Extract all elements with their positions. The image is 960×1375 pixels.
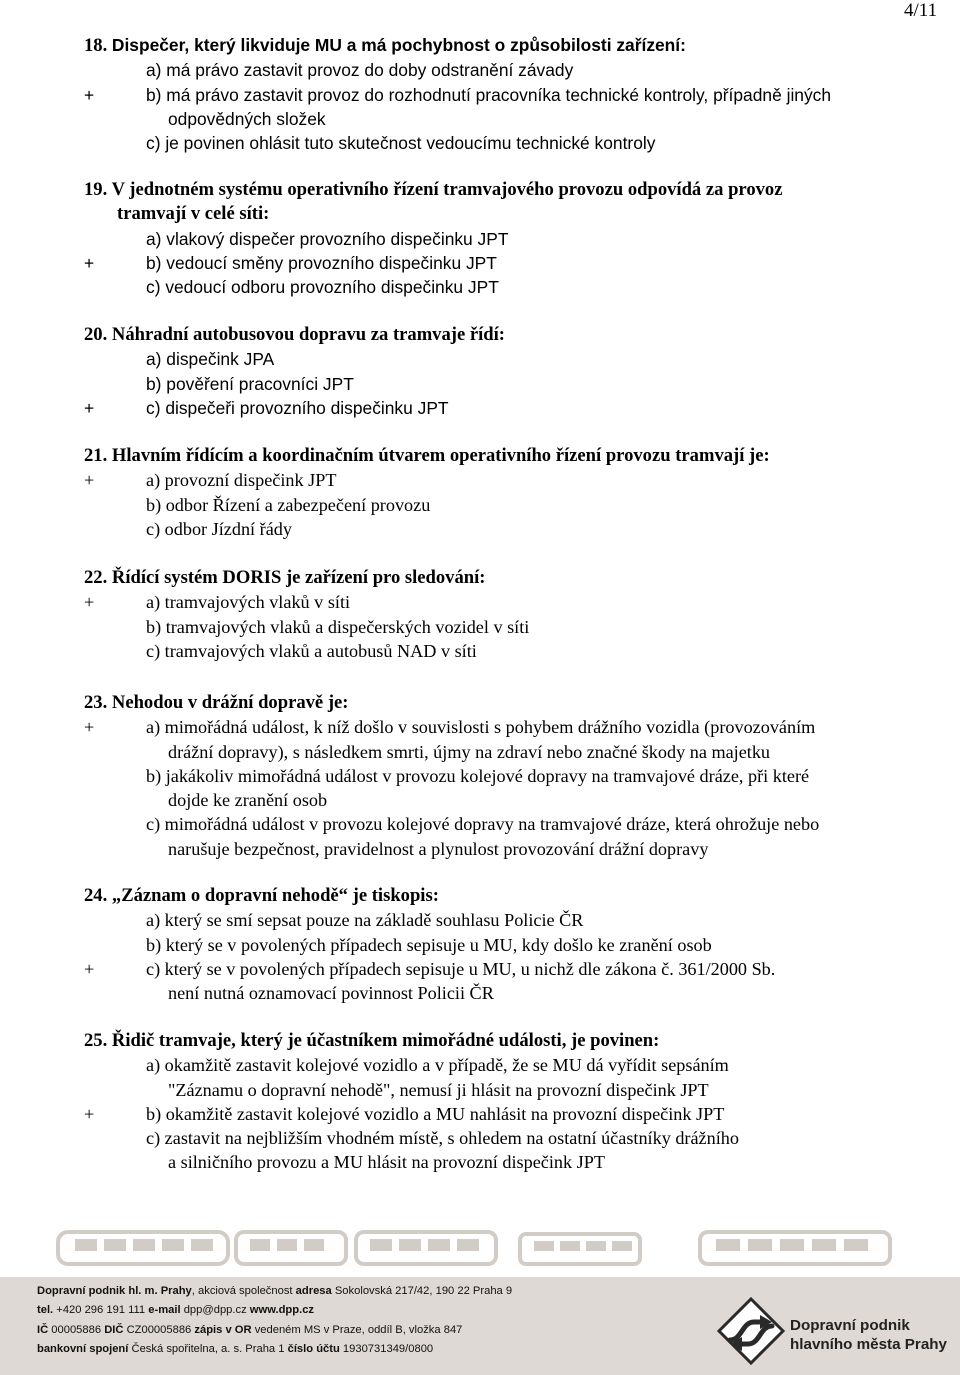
answer-c-continuation: není nutná oznamovací povinnost Policii ČR (168, 983, 494, 1004)
correct-answer-marker: + (84, 84, 95, 105)
answer-c: c) odbor Jízdní řády (146, 518, 292, 539)
correct-answer-marker: + (84, 470, 95, 491)
answer-b: b) pověření pracovníci JPT (146, 373, 354, 394)
correct-answer-marker: + (84, 1103, 95, 1124)
answer-c: c) vedoucí odboru provozního dispečinku JPT (146, 277, 499, 298)
answer-c: c) mimořádná událost v provozu kolejové dopravy na tramvajové dráze, která ohrožuje nebo (146, 814, 820, 835)
answer-a: a) vlakový dispečer provozního dispečinku JPT (146, 228, 509, 249)
answer-a: + a) mimořádná událost, k níž došlo v souvislosti s pohybem drážního vozidla (provozováním (84, 715, 944, 739)
company-contact-info (37, 1282, 512, 1359)
correct-answer-marker: + (84, 397, 95, 418)
question-number: 21. (84, 445, 108, 466)
correct-answer-marker: + (84, 717, 95, 738)
question-number: 19. (84, 179, 108, 200)
correct-answer-marker: + (84, 592, 95, 613)
question-text: Náhradní autobusovou dopravu za tramvaje řídí: (111, 324, 505, 345)
footer-line-contact: tel. +420 296 191 111 e-mail dpp@dpp.cz www.dpp.cz (37, 1304, 315, 1317)
question-text: Řídící systém DORIS je zařízení pro sledování: (111, 567, 486, 588)
answer-a-continuation: "Záznamu o dopravní nehodě", nemusí ji hlásit na provozní dispečink JPT (168, 1079, 709, 1100)
answer-b: b) který se v povolených případech sepisuje u MU, kdy došlo ke zranění osob (146, 934, 712, 955)
answer-b: b) odbor Řízení a zabezpečení provozu (146, 494, 431, 515)
question-22 (84, 566, 944, 663)
question-number: 23. (84, 692, 108, 713)
answer-c-continuation: narušuje bezpečnost, pravidelnost a plynulost provozování drážní dopravy (168, 838, 709, 859)
answer-b: b) tramvajových vlaků a dispečerských vozidel v síti (146, 616, 530, 637)
answer-a: + a) tramvajových vlaků v síti (84, 590, 944, 614)
question-25 (84, 1029, 944, 1175)
answer-a: + a) provozní dispečink JPT (84, 468, 944, 492)
question-text: Nehodou v drážní dopravě je: (111, 692, 349, 713)
question-21 (84, 444, 944, 541)
answer-c: c) tramvajových vlaků a autobusů NAD v síti (146, 640, 477, 661)
answer-c: c) zastavit na nejbližším vhodném místě, s ohledem na ostatní účastníky drážního (146, 1128, 739, 1149)
question-text: Řidič tramvaje, který je účastníkem mimořádné události, je povinen: (111, 1030, 660, 1051)
question-text: Hlavním řídícím a koordinačním útvarem operativního řízení provozu tramvají je: (111, 445, 770, 466)
question-23 (84, 691, 944, 861)
answer-c: + c) dispečeři provozního dispečinku JPT (84, 396, 944, 420)
answer-b: b) jakákoliv mimořádná událost v provozu kolejové dopravy na tramvajové dráze, při které (146, 765, 810, 786)
answer-a: a) dispečink JPA (146, 349, 275, 370)
correct-answer-marker: + (84, 958, 95, 979)
question-text: „Záznam o dopravní nehodě“ je tiskopis: (111, 885, 439, 906)
answer-a-continuation: drážní dopravy), s následkem smrti, újmy na zdraví nebo značné škody na majetku (168, 741, 771, 762)
tram-silhouettes-illustration (0, 1222, 960, 1272)
company-logo-text: Dopravní podnik hlavního města Prahy (790, 1317, 947, 1353)
question-text: V jednotném systému operativního řízení tramvajového provozu odpovídá za provoz (111, 179, 783, 200)
page-footer (0, 1222, 960, 1375)
question-number: 18. (84, 35, 108, 56)
answer-b: + b) má právo zastavit provoz do rozhodnutí pracovníka technické kontroly, případně jiných (84, 83, 944, 107)
page-number: 4/11 (904, 0, 938, 21)
answer-b: + b) vedoucí směny provozního dispečinku JPT (84, 251, 944, 275)
correct-answer-marker: + (84, 252, 95, 273)
question-18 (84, 33, 944, 155)
answer-c: + c) který se v povolených případech sepisuje u MU, u nichž dle zákona č. 361/2000 Sb. (84, 957, 944, 981)
answer-a: a) který se smí sepsat pouze na základě souhlasu Policie ČR (146, 910, 584, 931)
footer-line-registration: IČ 00005886 DIČ CZ00005886 zápis v OR vedeném MS v Praze, oddíl B, vložka 847 (37, 1323, 463, 1336)
question-24 (84, 884, 944, 1005)
question-number: 20. (84, 324, 108, 345)
footer-line-address: Dopravní podnik hl. m. Prahy, akciová společnost adresa Sokolovská 217/42, 190 22 Praha 9 (37, 1285, 513, 1297)
question-number: 25. (84, 1030, 108, 1051)
answer-b-continuation: dojde ke zranění osob (168, 790, 328, 811)
question-text: Dispečer, který likviduje MU a má pochybnost o způsobilosti zařízení: (111, 35, 686, 55)
footer-line-bank: bankovní spojení Česká spořitelna, a. s. Praha 1 číslo účtu 1930731349/0800 (37, 1342, 434, 1355)
answer-a: a) má právo zastavit provoz do doby odstranění závady (146, 60, 574, 81)
question-number: 22. (84, 567, 108, 588)
answer-b-continuation: odpovědných složek (168, 108, 326, 129)
answer-c: c) je povinen ohlásit tuto skutečnost vedoucímu technické kontroly (146, 133, 656, 154)
question-text-continuation: tramvají v celé síti: (117, 203, 270, 225)
question-19 (84, 178, 944, 299)
answer-a: a) okamžitě zastavit kolejové vozidlo a v případě, že se MU dá vyřídit sepsáním (146, 1055, 729, 1076)
answer-c-continuation: a silničního provozu a MU hlásit na provozní dispečink JPT (168, 1152, 605, 1173)
question-number: 24. (84, 885, 108, 906)
dpp-logo-icon (716, 1296, 786, 1366)
answer-b: + b) okamžitě zastavit kolejové vozidlo a MU nahlásit na provozní dispečink JPT (84, 1102, 944, 1126)
question-20 (84, 323, 944, 420)
